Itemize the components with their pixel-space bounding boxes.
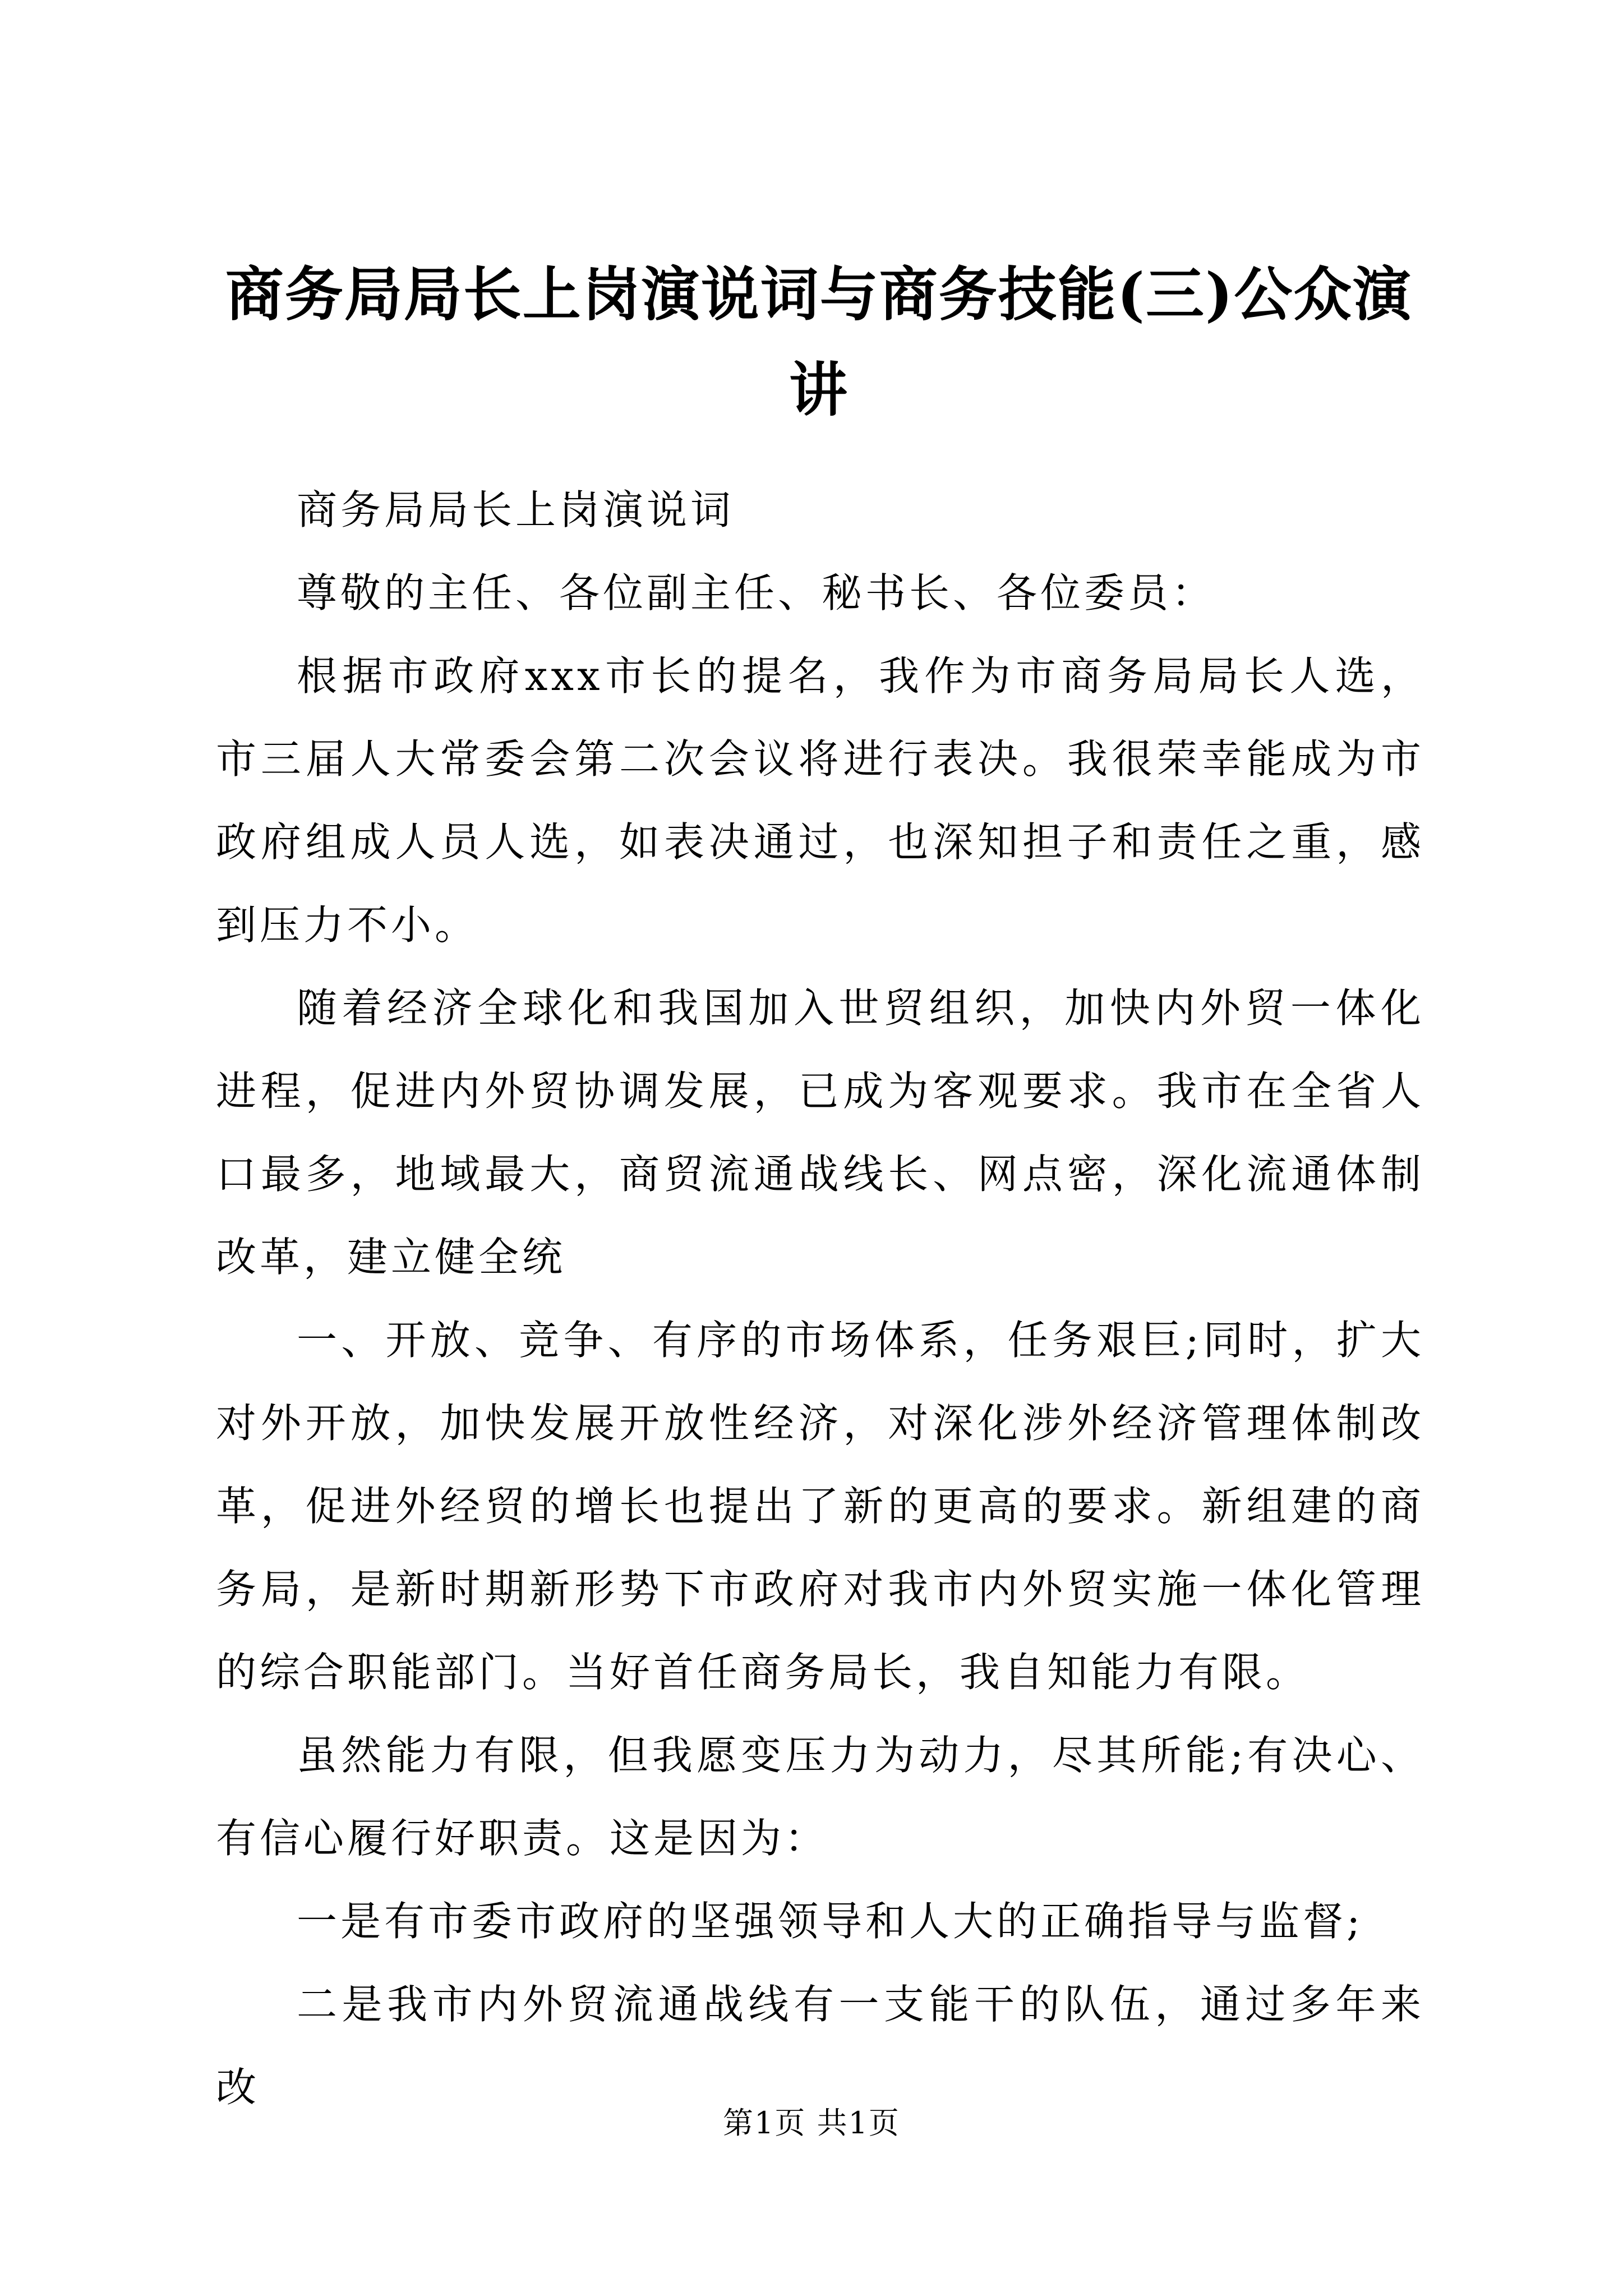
document-title: 商务局局长上岗演说词与商务技能(三)公众演讲 (225, 260, 1413, 424)
paragraph: 二是我市内外贸流通战线有一支能干的队伍，通过多年来改 (216, 1981, 1424, 2111)
paragraph: 根据市政府xxx市长的提名，我作为市商务局局长人选，市三届人大常委会第二次会议将进行表决。我很荣幸能成为市政府组成人员人选，如表决通过，也深知担子和责任之重，感到压力不小。 (216, 652, 1424, 949)
paragraph-salutation: 尊敬的主任、各位副主任、秘书长、各位委员： (297, 569, 1216, 616)
paragraph: 一、开放、竞争、有序的市场体系，任务艰巨;同时，扩大对外开放，加快发展开放性经济，对深化涉外经济管理体制改革，促进外经贸的增长也提出了新的更高的要求。新组建的商务局，是新时期新形势下市政府对我市内外贸实施一体化管理的综合职能部门。当好首任商务局长，我自知能力有限。 (216, 1317, 1424, 1696)
paragraph: 随着经济全球化和我国加入世贸组织，加快内外贸一体化进程，促进内外贸协调发展，已成为客观要求。我市在全省人口最多，地域最大，商贸流通战线长、网点密，深化流通体制改革，建立健全统 (216, 984, 1424, 1281)
paragraph: 虽然能力有限，但我愿变压力为动力，尽其所能;有决心、有信心履行好职责。这是因为： (216, 1732, 1424, 1862)
document-body (216, 468, 1424, 2129)
page-footer: 第1页 共1页 (723, 2105, 900, 2141)
paragraph: 一是有市委市政府的坚强领导和人大的正确指导与监督; (297, 1898, 1364, 1945)
paragraph-subtitle: 商务局局长上岗演说词 (297, 486, 735, 533)
